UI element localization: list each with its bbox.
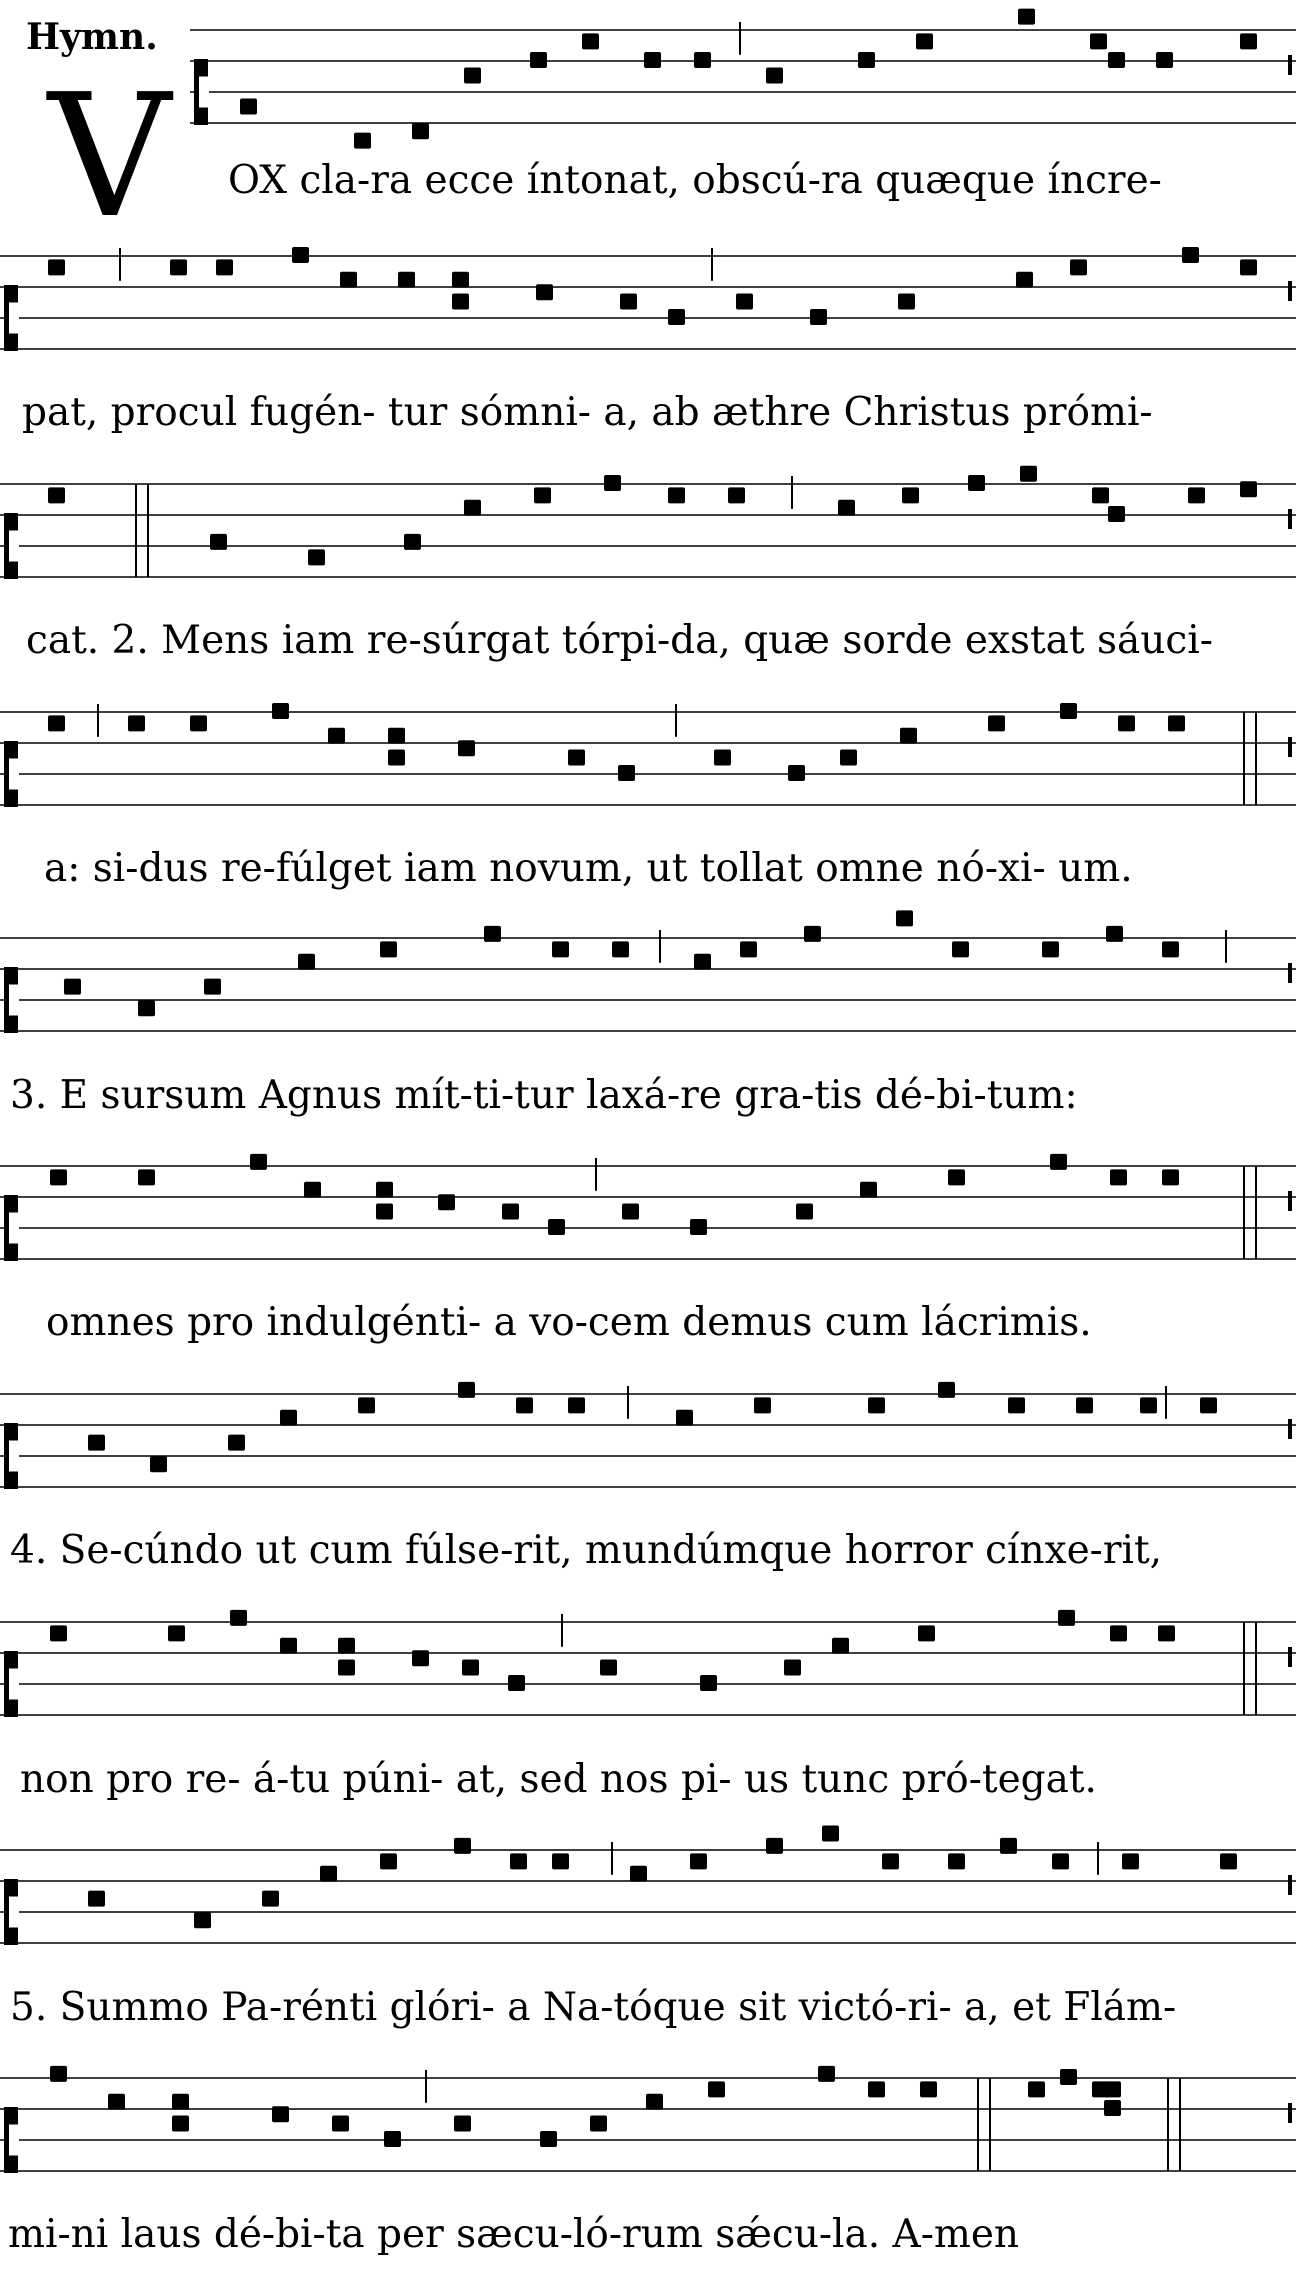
neume-note (1028, 2081, 1045, 2097)
neume-note (172, 2116, 189, 2132)
neume-note (1118, 715, 1135, 731)
neume-note (622, 1204, 639, 1220)
neume-note (380, 941, 397, 957)
neume-note (1158, 1625, 1175, 1641)
lyric-line-3: cat. 2. Mens iam re-súrgat tórpi-da, quæ sorde exstat sáuci- (26, 618, 1213, 663)
neume-note (644, 52, 661, 68)
neume-note (708, 2081, 725, 2097)
clef-icon-gap (9, 303, 19, 334)
lyric-line-5: 3. E sursum Agnus mít-ti-tur laxá-re gra-tis dé-bi-tum: (10, 1073, 1078, 1118)
custos-icon (1288, 2103, 1292, 2123)
neume-note (1018, 9, 1035, 25)
neume-note (1156, 52, 1173, 68)
staff-system-9 (0, 1820, 1296, 1980)
neume-note (860, 1182, 877, 1198)
neume-note (604, 475, 621, 491)
neume-note (172, 2094, 189, 2110)
neume-note (250, 1154, 267, 1170)
neume-note (340, 272, 357, 288)
neume-note (938, 1382, 955, 1398)
custos-icon (1288, 281, 1292, 301)
neume-note (1008, 1397, 1025, 1413)
staff-system-8 (0, 1592, 1296, 1752)
clef-icon-gap (9, 1669, 19, 1700)
neume-note (338, 1638, 355, 1654)
neume-note (1108, 506, 1125, 522)
neume-note (210, 534, 227, 550)
neume-note (700, 1675, 717, 1691)
neume-note (204, 979, 221, 995)
neume-note (328, 728, 345, 744)
neume-note (216, 259, 233, 275)
neume-note (292, 247, 309, 263)
staff-system-4 (0, 682, 1296, 842)
neume-note (1240, 481, 1257, 497)
staff-system-2 (0, 226, 1296, 386)
neume-note (788, 765, 805, 781)
neume-note (150, 1456, 167, 1472)
neume-note (452, 272, 469, 288)
neume-note (462, 1660, 479, 1676)
custos-icon (1288, 1875, 1292, 1895)
neume-note (50, 2066, 67, 2082)
neume-note (138, 1169, 155, 1185)
neume-note (458, 740, 475, 756)
neume-note (280, 1638, 297, 1654)
neume-note (304, 1182, 321, 1198)
neume-note (740, 941, 757, 957)
neume-note (1104, 2081, 1121, 2097)
neume-note (230, 1610, 247, 1626)
neume-note (376, 1182, 393, 1198)
custos-icon (1288, 1419, 1292, 1439)
clef-icon-gap (9, 985, 19, 1016)
neume-note (1108, 52, 1125, 68)
neume-note (64, 979, 81, 995)
clef-icon-gap (9, 759, 19, 790)
neume-note (540, 2131, 557, 2147)
custos-icon (1288, 55, 1292, 75)
neume-note (272, 703, 289, 719)
neume-note (358, 1397, 375, 1413)
neume-note (508, 1675, 525, 1691)
neume-note (170, 259, 187, 275)
staff-system-6 (0, 1136, 1296, 1296)
neume-note (784, 1660, 801, 1676)
neume-note (464, 500, 481, 516)
neume-note (840, 750, 857, 766)
neume-note (590, 2116, 607, 2132)
clef-icon-gap (9, 531, 19, 562)
neume-note (458, 1382, 475, 1398)
clef-icon-gap (9, 1213, 19, 1244)
custos-icon (1288, 737, 1292, 757)
neume-note (1106, 926, 1123, 942)
neume-note (1110, 1169, 1127, 1185)
neume-note (1162, 941, 1179, 957)
neume-note (464, 68, 481, 84)
neume-note (818, 2066, 835, 2082)
neume-note (918, 1625, 935, 1641)
neume-note (568, 1397, 585, 1413)
neume-note (530, 52, 547, 68)
neume-note (754, 1397, 771, 1413)
neume-note (1058, 1610, 1075, 1626)
clef-icon-gap (9, 2125, 19, 2156)
neume-note (582, 33, 599, 49)
neume-note (272, 2106, 289, 2122)
lyric-line-8: non pro re- á-tu púni- at, sed nos pi- us tunc pró-tegat. (20, 1757, 1097, 1802)
neume-note (838, 500, 855, 516)
neume-note (916, 33, 933, 49)
neume-note (376, 1204, 393, 1220)
neume-note (1122, 1853, 1139, 1869)
neume-note (404, 534, 421, 550)
neume-note (736, 294, 753, 310)
neume-note (1050, 1154, 1067, 1170)
neume-note (1090, 33, 1107, 49)
lyric-line-4: a: si-dus re-fúlget iam novum, ut tollat omne nó-xi- um. (44, 846, 1133, 891)
neume-note (108, 2094, 125, 2110)
neume-note (552, 1853, 569, 1869)
neume-note (952, 941, 969, 957)
neume-note (920, 2081, 937, 2097)
neume-note (1104, 2100, 1121, 2116)
staff-system-10 (0, 2048, 1296, 2208)
staff-system-7 (0, 1364, 1296, 1524)
lyric-line-1: OX cla-ra ecce íntonat, obscú-ra quæque íncre- (228, 158, 1162, 203)
lyric-line-9: 5. Summo Pa-rénti glóri- a Na-tóque sit victó-ri- a, et Flám- (10, 1985, 1177, 2030)
neume-note (48, 715, 65, 731)
neume-note (868, 2081, 885, 2097)
neume-note (48, 259, 65, 275)
neume-note (882, 1853, 899, 1869)
neume-note (1140, 1397, 1157, 1413)
neume-note (320, 1866, 337, 1882)
neume-note (804, 926, 821, 942)
neume-note (262, 1891, 279, 1907)
neume-note (1060, 703, 1077, 719)
staff-system-5 (0, 908, 1296, 1068)
neume-note (1220, 1853, 1237, 1869)
neume-note (548, 1219, 565, 1235)
neume-note (694, 954, 711, 970)
neume-note (902, 487, 919, 503)
neume-note (228, 1435, 245, 1451)
hymn-label: Hymn. (26, 16, 158, 58)
neume-note (332, 2116, 349, 2132)
neume-note (690, 1853, 707, 1869)
neume-note (298, 954, 315, 970)
neume-note (280, 1410, 297, 1426)
neume-note (50, 1625, 67, 1641)
neume-note (766, 68, 783, 84)
neume-note (452, 294, 469, 310)
neume-note (900, 728, 917, 744)
neume-note (1200, 1397, 1217, 1413)
neume-note (832, 1638, 849, 1654)
neume-note (1000, 1838, 1017, 1854)
neume-note (858, 52, 875, 68)
neume-note (690, 1219, 707, 1235)
neume-note (948, 1169, 965, 1185)
neume-note (1016, 272, 1033, 288)
neume-note (618, 765, 635, 781)
neume-note (694, 52, 711, 68)
neume-note (1020, 466, 1037, 482)
neume-note (810, 309, 827, 325)
neume-note (796, 1204, 813, 1220)
neume-note (398, 272, 415, 288)
custos-icon (1288, 1647, 1292, 1667)
neume-note (88, 1435, 105, 1451)
neume-note (1092, 487, 1109, 503)
neume-note (988, 715, 1005, 731)
neume-note (536, 284, 553, 300)
neume-note (454, 2116, 471, 2132)
neume-note (676, 1410, 693, 1426)
neume-note (138, 1000, 155, 1016)
neume-note (1188, 487, 1205, 503)
custos-icon (1288, 1191, 1292, 1211)
neume-note (1042, 941, 1059, 957)
staff-system-1 (0, 0, 1296, 160)
neume-note (630, 1866, 647, 1882)
custos-icon (1288, 963, 1292, 983)
lyric-line-7: 4. Se-cúndo ut cum fúlse-rit, mundúmque horror cínxe-rit, (10, 1528, 1163, 1573)
neume-note (948, 1853, 965, 1869)
neume-note (534, 487, 551, 503)
neume-note (502, 1204, 519, 1220)
neume-note (600, 1660, 617, 1676)
neume-note (354, 133, 371, 149)
neume-note (388, 750, 405, 766)
neume-note (128, 715, 145, 731)
clef-icon-gap (9, 1897, 19, 1928)
neume-note (668, 309, 685, 325)
neume-note (168, 1625, 185, 1641)
clef-icon-gap (9, 1441, 19, 1472)
initial-letter: V (48, 58, 171, 256)
neume-note (898, 294, 915, 310)
neume-note (868, 1397, 885, 1413)
neume-note (968, 475, 985, 491)
staff-system-3 (0, 454, 1296, 614)
neume-note (1182, 247, 1199, 263)
neume-note (1076, 1397, 1093, 1413)
neume-note (822, 1826, 839, 1842)
neume-note (1162, 1169, 1179, 1185)
neume-note (1240, 259, 1257, 275)
neume-note (412, 1650, 429, 1666)
neume-note (412, 123, 429, 139)
neume-note (380, 1853, 397, 1869)
neume-note (766, 1838, 783, 1854)
neume-note (50, 1169, 67, 1185)
neume-note (668, 487, 685, 503)
neume-note (510, 1853, 527, 1869)
lyric-line-2: pat, procul fugén- tur sómni- a, ab æthre Christus prómi- (22, 390, 1153, 435)
neume-note (612, 941, 629, 957)
neume-note (240, 99, 257, 115)
neume-note (1060, 2069, 1077, 2085)
neume-note (194, 1912, 211, 1928)
neume-note (308, 549, 325, 565)
lyric-line-6: omnes pro indulgénti- a vo-cem demus cum lácrimis. (46, 1300, 1092, 1345)
neume-note (48, 487, 65, 503)
neume-note (568, 750, 585, 766)
neume-note (338, 1660, 355, 1676)
neume-note (1168, 715, 1185, 731)
custos-icon (1288, 509, 1292, 529)
neume-note (484, 926, 501, 942)
neume-note (190, 715, 207, 731)
neume-note (1052, 1853, 1069, 1869)
neume-note (1240, 33, 1257, 49)
neume-note (552, 941, 569, 957)
neume-note (516, 1397, 533, 1413)
lyric-line-10: mi-ni laus dé-bi-ta per sæcu-ló-rum sǽcu-la. A-men (8, 2212, 1020, 2257)
neume-note (388, 728, 405, 744)
neume-note (438, 1194, 455, 1210)
neume-note (728, 487, 745, 503)
neume-note (454, 1838, 471, 1854)
neume-note (1070, 259, 1087, 275)
neume-note (620, 294, 637, 310)
neume-note (646, 2094, 663, 2110)
neume-note (88, 1891, 105, 1907)
neume-note (384, 2131, 401, 2147)
clef-icon-gap (199, 77, 209, 108)
neume-note (1110, 1625, 1127, 1641)
neume-note (896, 910, 913, 926)
neume-note (714, 750, 731, 766)
